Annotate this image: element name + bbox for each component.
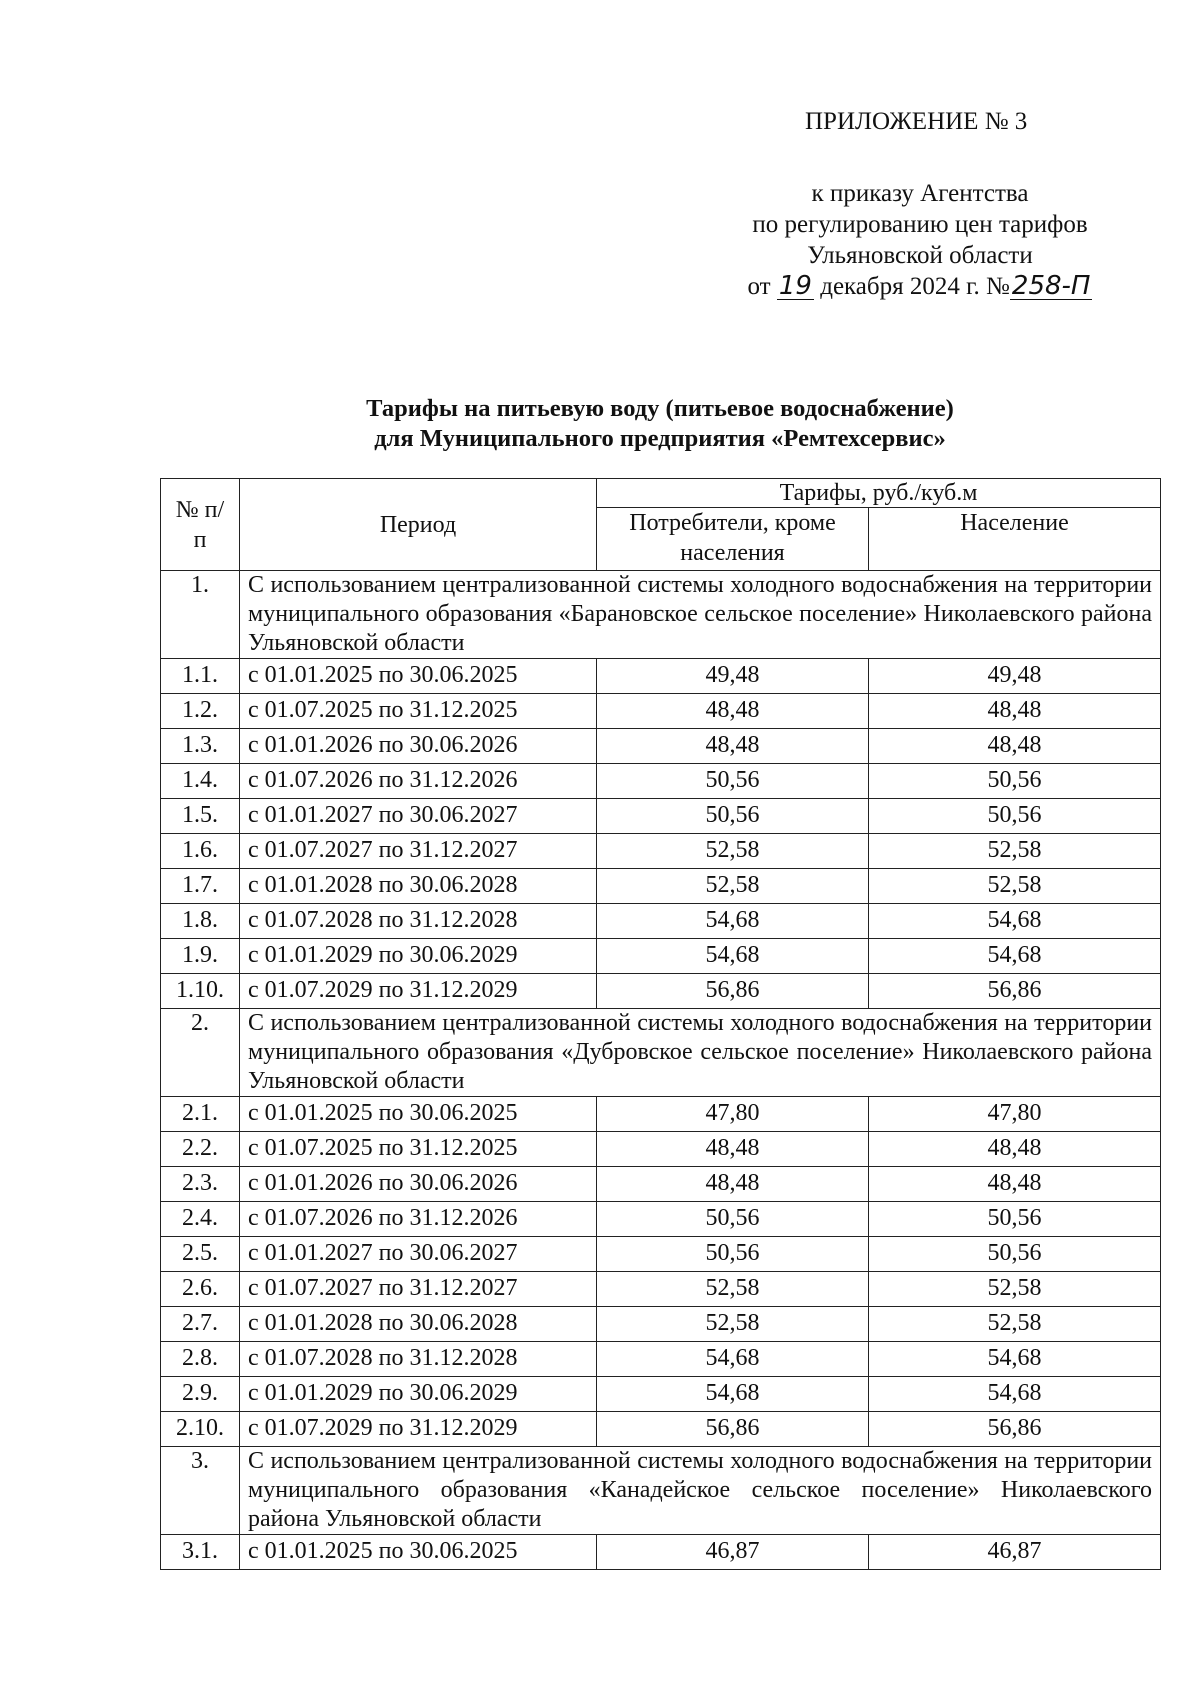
row-period: с 01.01.2025 по 30.06.2025 <box>240 1097 597 1132</box>
table-row <box>161 1377 1161 1412</box>
table-row <box>161 799 1161 834</box>
row-population-tariff: 52,58 <box>869 834 1161 869</box>
column-header-consumers: Потребители, кроме населения <box>597 508 869 571</box>
row-population-tariff: 48,48 <box>869 694 1161 729</box>
row-population-tariff: 47,80 <box>869 1097 1161 1132</box>
row-population-tariff: 49,48 <box>869 659 1161 694</box>
table-row <box>161 1132 1161 1167</box>
row-period: с 01.01.2028 по 30.06.2028 <box>240 1307 597 1342</box>
row-number: 2.2. <box>161 1132 240 1167</box>
row-number: 2.9. <box>161 1377 240 1412</box>
row-population-tariff: 48,48 <box>869 1167 1161 1202</box>
table-row <box>161 1412 1161 1447</box>
row-number: 3.1. <box>161 1535 240 1570</box>
table-row <box>161 904 1161 939</box>
row-population-tariff: 54,68 <box>869 1377 1161 1412</box>
row-number: 2.5. <box>161 1237 240 1272</box>
row-number: 1.4. <box>161 764 240 799</box>
row-consumers-tariff: 52,58 <box>597 834 869 869</box>
document-title <box>160 394 1160 454</box>
row-number: 2.4. <box>161 1202 240 1237</box>
section-row <box>161 1447 1161 1535</box>
document-title-line-1: Тарифы на питьевую воду (питьевое водоснабжение) <box>366 395 954 422</box>
table-row <box>161 1342 1161 1377</box>
row-period: с 01.01.2027 по 30.06.2027 <box>240 1237 597 1272</box>
row-consumers-tariff: 46,87 <box>597 1535 869 1570</box>
column-header-population: Население <box>869 508 1161 571</box>
row-number: 1.2. <box>161 694 240 729</box>
row-number: 2.10. <box>161 1412 240 1447</box>
row-consumers-tariff: 54,68 <box>597 1377 869 1412</box>
handwritten-order-number: 258-П <box>1011 271 1091 301</box>
section-row <box>161 1009 1161 1097</box>
table-row <box>161 1202 1161 1237</box>
row-period: с 01.01.2025 по 30.06.2025 <box>240 1535 597 1570</box>
table-row <box>161 1272 1161 1307</box>
row-number: 2.6. <box>161 1272 240 1307</box>
row-population-tariff: 46,87 <box>869 1535 1161 1570</box>
row-consumers-tariff: 54,68 <box>597 939 869 974</box>
row-population-tariff: 48,48 <box>869 729 1161 764</box>
row-consumers-tariff: 52,58 <box>597 869 869 904</box>
row-population-tariff: 50,56 <box>869 764 1161 799</box>
row-consumers-tariff: 48,48 <box>597 1167 869 1202</box>
row-number: 1.5. <box>161 799 240 834</box>
table-row <box>161 659 1161 694</box>
row-period: с 01.01.2025 по 30.06.2025 <box>240 659 597 694</box>
column-header-period: Период <box>240 479 597 571</box>
table-row <box>161 729 1161 764</box>
row-period: с 01.07.2028 по 31.12.2028 <box>240 1342 597 1377</box>
row-period: с 01.01.2027 по 30.06.2027 <box>240 799 597 834</box>
section-number: 3. <box>161 1447 240 1535</box>
row-consumers-tariff: 50,56 <box>597 1202 869 1237</box>
table-row <box>161 1307 1161 1342</box>
row-population-tariff: 52,58 <box>869 1272 1161 1307</box>
row-period: с 01.01.2026 по 30.06.2026 <box>240 1167 597 1202</box>
row-consumers-tariff: 50,56 <box>597 1237 869 1272</box>
row-consumers-tariff: 52,58 <box>597 1307 869 1342</box>
row-population-tariff: 52,58 <box>869 1307 1161 1342</box>
row-number: 2.7. <box>161 1307 240 1342</box>
row-period: с 01.01.2029 по 30.06.2029 <box>240 1377 597 1412</box>
order-ref-line-1: к приказу Агентства <box>811 180 1029 207</box>
row-consumers-tariff: 48,48 <box>597 729 869 764</box>
table-row <box>161 1535 1161 1570</box>
order-ref-line-4 <box>720 271 1120 302</box>
row-period: с 01.07.2025 по 31.12.2025 <box>240 1132 597 1167</box>
table-row <box>161 834 1161 869</box>
row-number: 2.1. <box>161 1097 240 1132</box>
table-row <box>161 939 1161 974</box>
row-population-tariff: 56,86 <box>869 974 1161 1009</box>
table-row <box>161 869 1161 904</box>
row-period: с 01.01.2026 по 30.06.2026 <box>240 729 597 764</box>
section-number: 1. <box>161 571 240 659</box>
handwritten-day: 19 <box>778 271 812 301</box>
row-period: с 01.07.2026 по 31.12.2026 <box>240 764 597 799</box>
row-number: 1.7. <box>161 869 240 904</box>
row-consumers-tariff: 56,86 <box>597 1412 869 1447</box>
order-ref-prefix: от <box>747 273 771 300</box>
row-consumers-tariff: 49,48 <box>597 659 869 694</box>
appendix-title: ПРИЛОЖЕНИЕ № 3 <box>805 108 1028 135</box>
row-population-tariff: 54,68 <box>869 1342 1161 1377</box>
table-row <box>161 694 1161 729</box>
row-consumers-tariff: 54,68 <box>597 1342 869 1377</box>
section-description: С использованием централизованной системы холодного водоснабжения на территории муниципального образования «Канадейское сельское поселение» Николаевского района Ульяновской области <box>240 1447 1161 1535</box>
row-consumers-tariff: 52,58 <box>597 1272 869 1307</box>
row-population-tariff: 54,68 <box>869 904 1161 939</box>
order-ref-line-3: Ульяновской области <box>807 242 1033 269</box>
row-period: с 01.07.2028 по 31.12.2028 <box>240 904 597 939</box>
row-population-tariff: 50,56 <box>869 1202 1161 1237</box>
row-number: 2.3. <box>161 1167 240 1202</box>
table-row <box>161 764 1161 799</box>
section-row <box>161 571 1161 659</box>
row-consumers-tariff: 48,48 <box>597 1132 869 1167</box>
tariffs-table-body <box>161 571 1161 1570</box>
row-number: 1.10. <box>161 974 240 1009</box>
section-description: С использованием централизованной системы холодного водоснабжения на территории муниципального образования «Дубровское сельское поселение» Николаевского района Ульяновской области <box>240 1009 1161 1097</box>
row-consumers-tariff: 54,68 <box>597 904 869 939</box>
column-header-number: № п/п <box>161 479 240 571</box>
row-population-tariff: 52,58 <box>869 869 1161 904</box>
row-period: с 01.07.2027 по 31.12.2027 <box>240 1272 597 1307</box>
row-period: с 01.01.2029 по 30.06.2029 <box>240 939 597 974</box>
table-row <box>161 1167 1161 1202</box>
table-row <box>161 1237 1161 1272</box>
row-period: с 01.07.2027 по 31.12.2027 <box>240 834 597 869</box>
row-number: 2.8. <box>161 1342 240 1377</box>
order-reference <box>720 178 1120 302</box>
row-number: 1.1. <box>161 659 240 694</box>
column-header-tariffs: Тарифы, руб./куб.м <box>597 479 1161 508</box>
row-consumers-tariff: 50,56 <box>597 799 869 834</box>
order-ref-line-2: по регулированию цен тарифов <box>752 211 1088 238</box>
row-number: 1.9. <box>161 939 240 974</box>
row-population-tariff: 48,48 <box>869 1132 1161 1167</box>
tariffs-table <box>160 478 1161 1570</box>
section-number: 2. <box>161 1009 240 1097</box>
row-consumers-tariff: 48,48 <box>597 694 869 729</box>
row-consumers-tariff: 50,56 <box>597 764 869 799</box>
row-period: с 01.01.2028 по 30.06.2028 <box>240 869 597 904</box>
row-population-tariff: 56,86 <box>869 1412 1161 1447</box>
row-number: 1.6. <box>161 834 240 869</box>
section-description: С использованием централизованной системы холодного водоснабжения на территории муниципального образования «Барановское сельское поселение» Николаевского района Ульяновской области <box>240 571 1161 659</box>
row-period: с 01.07.2029 по 31.12.2029 <box>240 1412 597 1447</box>
row-period: с 01.07.2026 по 31.12.2026 <box>240 1202 597 1237</box>
order-ref-month-year: декабря 2024 г. № <box>820 273 1010 300</box>
row-population-tariff: 50,56 <box>869 1237 1161 1272</box>
row-period: с 01.07.2025 по 31.12.2025 <box>240 694 597 729</box>
table-row <box>161 1097 1161 1132</box>
row-population-tariff: 54,68 <box>869 939 1161 974</box>
row-period: с 01.07.2029 по 31.12.2029 <box>240 974 597 1009</box>
row-consumers-tariff: 56,86 <box>597 974 869 1009</box>
row-number: 1.3. <box>161 729 240 764</box>
row-population-tariff: 50,56 <box>869 799 1161 834</box>
row-consumers-tariff: 47,80 <box>597 1097 869 1132</box>
document-title-line-2: для Муниципального предприятия «Ремтехсервис» <box>374 425 946 452</box>
row-number: 1.8. <box>161 904 240 939</box>
table-row <box>161 974 1161 1009</box>
